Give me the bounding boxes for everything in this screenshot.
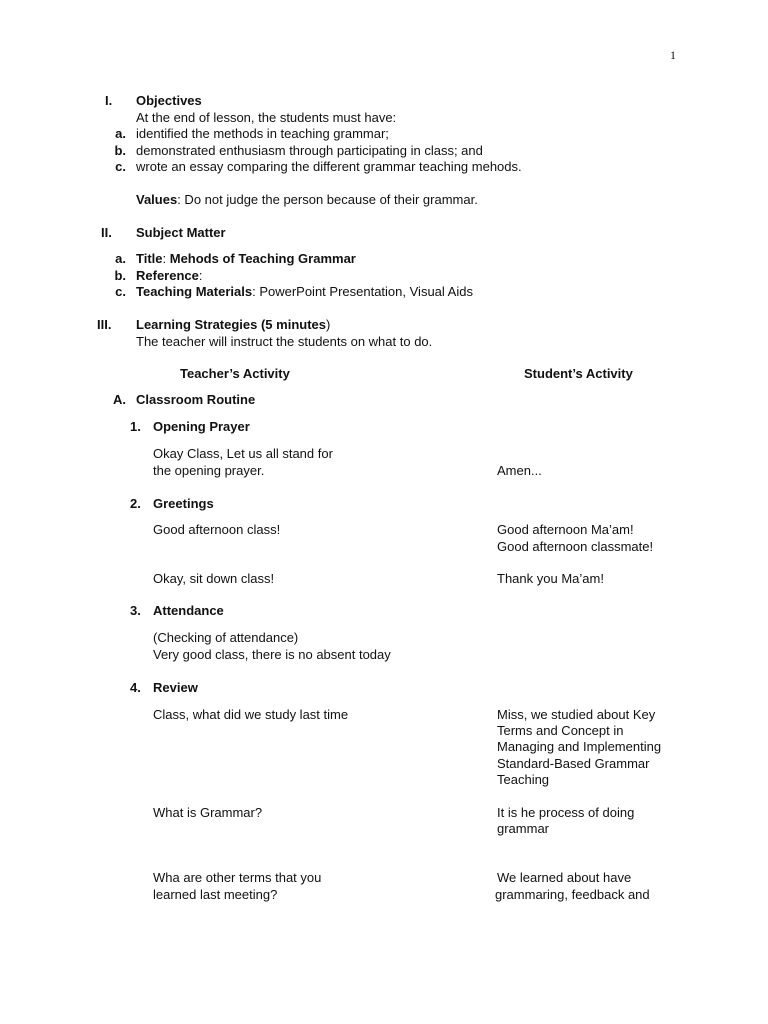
- teacher-line: Okay, sit down class!: [153, 571, 275, 586]
- teacher-line: the opening prayer.: [153, 463, 265, 478]
- list-marker: b.: [114, 268, 126, 283]
- student-line: Teaching: [497, 772, 550, 787]
- student-line: Good afternoon classmate!: [497, 539, 654, 554]
- objective-item: identified the methods in teaching grammar;: [136, 126, 389, 141]
- section-numeral: III.: [97, 317, 112, 332]
- step-heading: Review: [153, 680, 198, 695]
- step-marker: 3.: [130, 603, 141, 618]
- step-heading: Opening Prayer: [153, 419, 250, 434]
- item-separator: :: [252, 284, 260, 299]
- student-line: Miss, we studied about Key: [497, 707, 656, 722]
- item-separator: :: [198, 268, 203, 283]
- list-marker: a.: [115, 126, 126, 141]
- heading-text: Learning Strategies (5 minutes: [136, 317, 326, 332]
- list-marker: c.: [115, 159, 126, 174]
- section-heading: Objectives: [136, 93, 202, 108]
- teacher-line: learned last meeting?: [153, 887, 278, 902]
- section-heading: [136, 317, 330, 334]
- teacher-line: What is Grammar?: [153, 805, 263, 820]
- step-heading: Attendance: [153, 603, 224, 618]
- student-line: Amen...: [497, 463, 542, 478]
- section-numeral: II.: [101, 225, 112, 240]
- teacher-line: Class, what did we study last time: [153, 707, 349, 722]
- student-line: Good afternoon Ma’am!: [497, 522, 634, 537]
- student-column-header: Student’s Activity: [524, 366, 633, 381]
- item-value: PowerPoint Presentation, Visual Aids: [259, 284, 473, 299]
- student-line: Terms and Concept in: [497, 723, 624, 738]
- teacher-line: Good afternoon class!: [153, 522, 281, 537]
- step-heading: Greetings: [153, 496, 214, 511]
- list-marker: a.: [115, 251, 126, 266]
- student-line: grammaring, feedback and: [495, 887, 650, 902]
- teacher-line: Wha are other terms that you: [153, 870, 322, 885]
- list-marker: b.: [114, 143, 126, 158]
- subsection-marker: A.: [113, 392, 126, 407]
- item-label: Reference: [136, 268, 199, 283]
- objective-item: wrote an essay comparing the different grammar teaching mehods.: [136, 159, 522, 174]
- item-label: Title: [136, 251, 163, 266]
- item-separator: :: [162, 251, 170, 266]
- subsection-heading: Classroom Routine: [136, 392, 256, 407]
- teacher-column-header: Teacher’s Activity: [180, 366, 290, 381]
- section-numeral: I.: [105, 93, 113, 108]
- student-line: It is he process of doing: [497, 805, 635, 820]
- values-line: [136, 192, 478, 209]
- subject-item-title: [136, 251, 356, 268]
- strategies-intro: The teacher will instruct the students on what to do.: [136, 334, 433, 349]
- subject-item-reference: [136, 268, 203, 285]
- section-heading: Subject Matter: [136, 225, 226, 240]
- item-value: Mehods of Teaching Grammar: [169, 251, 356, 266]
- student-line: Thank you Ma’am!: [497, 571, 604, 586]
- objective-item: demonstrated enthusiasm through participating in class; and: [136, 143, 483, 158]
- page-number: 1: [670, 48, 676, 62]
- student-line: Standard-Based Grammar: [497, 756, 650, 771]
- step-marker: 2.: [130, 496, 141, 511]
- student-line: We learned about have: [497, 870, 632, 885]
- list-marker: c.: [115, 284, 126, 299]
- objectives-intro: At the end of lesson, the students must have:: [136, 110, 397, 125]
- teacher-line: Okay Class, Let us all stand for: [153, 446, 333, 461]
- subject-item-materials: [136, 284, 473, 301]
- item-label: Teaching Materials: [136, 284, 253, 299]
- teacher-line: Very good class, there is no absent today: [153, 647, 391, 662]
- student-line: Managing and Implementing: [497, 739, 662, 754]
- student-line: grammar: [497, 821, 550, 836]
- teacher-line: (Checking of attendance): [153, 630, 299, 645]
- step-marker: 1.: [130, 419, 141, 434]
- values-text: : Do not judge the person because of their grammar.: [177, 192, 478, 207]
- values-label: Values: [136, 192, 178, 207]
- step-marker: 4.: [130, 680, 141, 695]
- heading-close: ): [326, 317, 331, 332]
